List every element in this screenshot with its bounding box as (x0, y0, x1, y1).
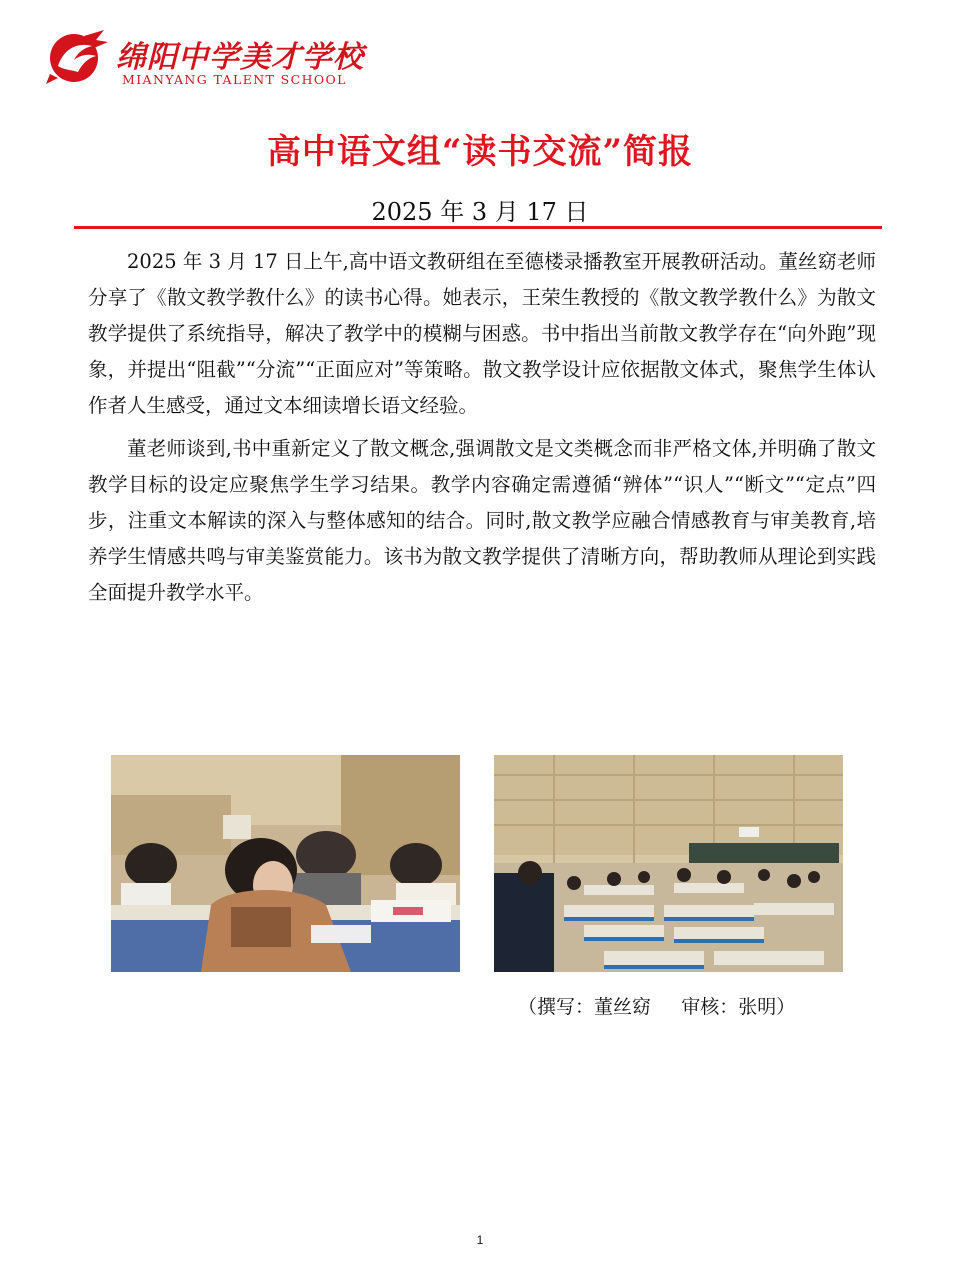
page-number: 1 (476, 1233, 484, 1247)
phoenix-logo-icon (44, 26, 110, 86)
activity-photo-closeup (111, 755, 460, 972)
document-body (88, 244, 876, 611)
document-date: 2025 年 3 月 17 日 (371, 198, 589, 226)
byline: （撰写：董丝窈 审核：张明） (518, 996, 796, 1018)
school-name-english: MIANYANG TALENT SCHOOL (122, 72, 347, 87)
title-divider (74, 226, 882, 229)
school-header (44, 22, 364, 94)
school-name-chinese: 绵阳中学美才学校 (116, 40, 364, 75)
body-paragraph-2: 董老师谈到,书中重新定义了散文概念,强调散文是文类概念而非严格文体,并明确了散文教学目标的设定应聚焦学生学习结果。教学内容确定需遵循“辨体”“识人”“断文”“定点”四步，注重文本解读的深入与整体感知的结合。同时,散文教学应融合情感教育与审美教育,培养学生情感共鸣与审美鉴赏能力。该书为散文教学提供了清晰方向，帮助教师从理论到实践全面提升教学水平。 (88, 437, 876, 604)
body-paragraph-1: 2025 年 3 月 17 日上午,高中语文教研组在至德楼录播教室开展教研活动。董丝窈老师分享了《散文教学教什么》的读书心得。她表示，王荣生教授的《散文教学教什么》为散文教学提供了系统指导，解决了教学中的模糊与困惑。书中指出当前散文教学存在“向外跑”现象，并提出“阻截”“分流”“正面应对”等策略。散文教学设计应依据散文体式，聚焦学生体认作者人生感受，通过文本细读增长语文经验。 (88, 250, 876, 417)
document-title: 高中语文组“读书交流”简报 (266, 132, 694, 172)
activity-photo-classroom (494, 755, 843, 972)
